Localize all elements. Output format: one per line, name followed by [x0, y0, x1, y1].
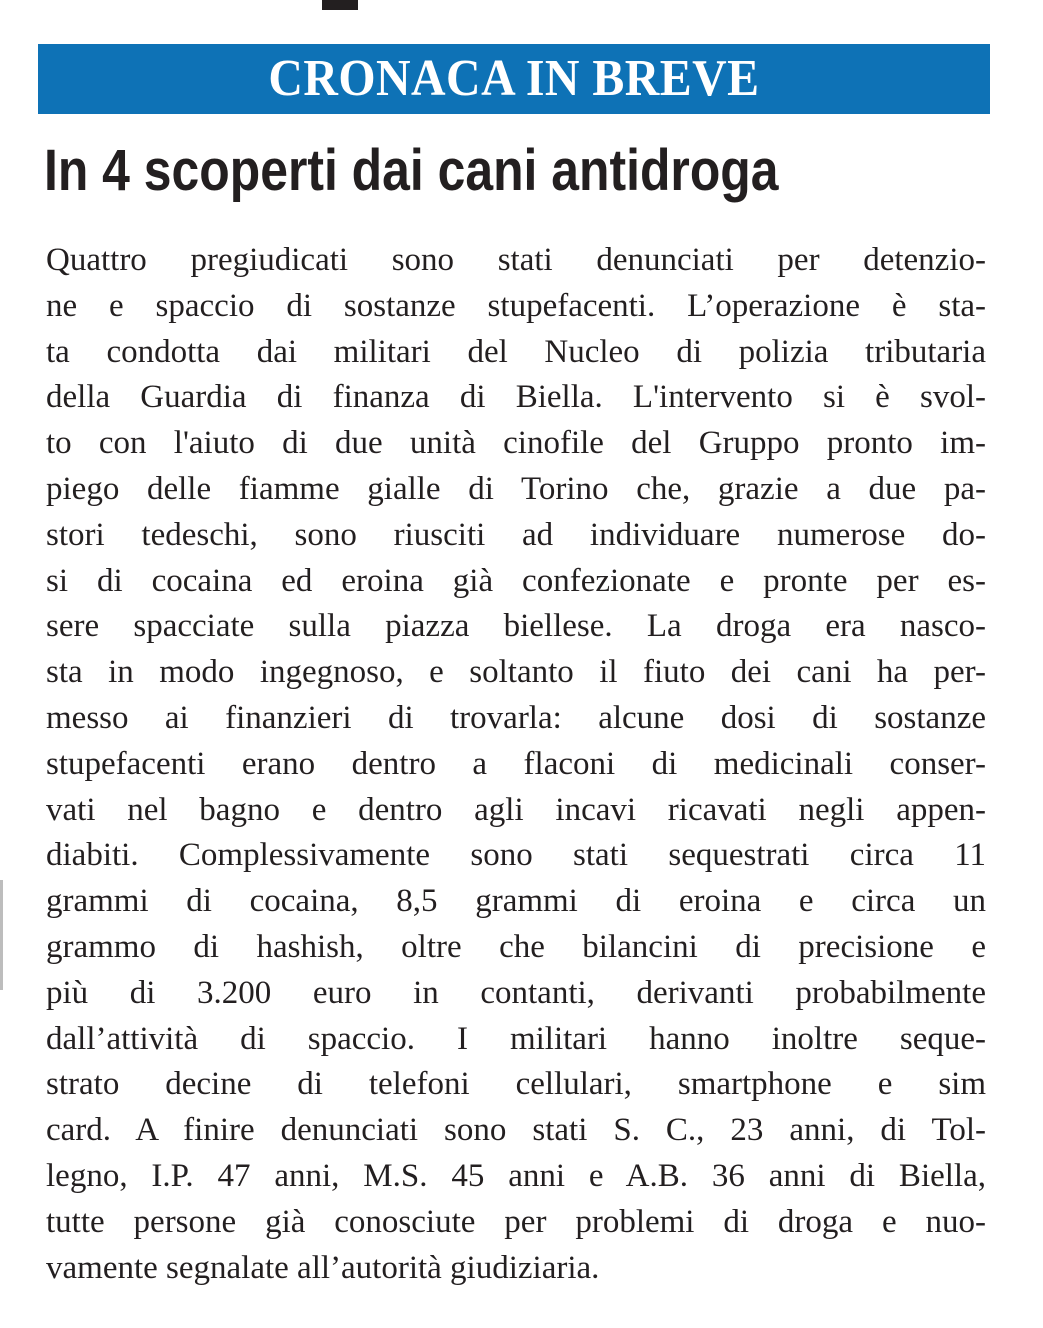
- article-body-line: ne e spaccio di sostanze stupefacenti. L’operazione è sta-: [46, 287, 986, 324]
- article-body-line: si di cocaina ed eroina già confezionate e pronte per es-: [46, 562, 986, 599]
- article-body-line: vamente segnalate all’autorità giudiziaria.: [46, 1249, 600, 1286]
- section-label: CRONACA IN BREVE: [268, 50, 760, 107]
- article-body-line: dall’attività di spaccio. I militari hanno inoltre seque-: [46, 1020, 986, 1057]
- article-body-line: messo ai finanzieri di trovarla: alcune dosi di sostanze: [46, 699, 986, 736]
- article-body-line: tutte persone già conosciute per problemi di droga e nuo-: [46, 1203, 986, 1240]
- article-body-line: della Guardia di finanza di Biella. L'intervento si è svol-: [46, 379, 986, 416]
- article-body-line: sta in modo ingegnoso, e soltanto il fiuto dei cani ha per-: [46, 654, 986, 691]
- article-body-line: stupefacenti erano dentro a flaconi di medicinali conser-: [46, 745, 986, 782]
- article-body-line: più di 3.200 euro in contanti, derivanti probabilmente: [46, 974, 986, 1011]
- article-body-line: vati nel bagno e dentro agli incavi ricavati negli appen-: [46, 791, 986, 828]
- article-body-line: Quattro pregiudicati sono stati denunciati per detenzio-: [46, 242, 986, 278]
- article-body-line: ta condotta dai militari del Nucleo di polizia tributaria: [46, 333, 986, 370]
- article-body-line: piego delle fiamme gialle di Torino che, grazie a due pa-: [46, 470, 986, 507]
- article-body-line: grammi di cocaina, 8,5 grammi di eroina e circa un: [46, 883, 986, 920]
- article-body-line: sere spacciate sulla piazza biellese. La droga era nasco-: [46, 608, 986, 645]
- page-edge-mark: [322, 0, 358, 10]
- article-body-line: stori tedeschi, sono riusciti ad individuare numerose do-: [46, 516, 986, 553]
- section-banner: [38, 44, 990, 114]
- article-headline: In 4 scoperti dai cani antidroga: [44, 138, 779, 203]
- article-body: [46, 238, 986, 1291]
- article-body-line: legno, I.P. 47 anni, M.S. 45 anni e A.B. 36 anni di Biella,: [46, 1157, 986, 1194]
- page-edge-shadow: [0, 880, 3, 990]
- article-body-line: to con l'aiuto di due unità cinofile del Gruppo pronto im-: [46, 425, 986, 462]
- article-body-line: grammo di hashish, oltre che bilancini di precisione e: [46, 928, 986, 965]
- article-body-line: diabiti. Complessivamente sono stati sequestrati circa 11: [46, 837, 986, 874]
- article-body-line: card. A finire denunciati sono stati S. C., 23 anni, di Tol-: [46, 1112, 986, 1149]
- article-body-line: strato decine di telefoni cellulari, smartphone e sim: [46, 1066, 986, 1103]
